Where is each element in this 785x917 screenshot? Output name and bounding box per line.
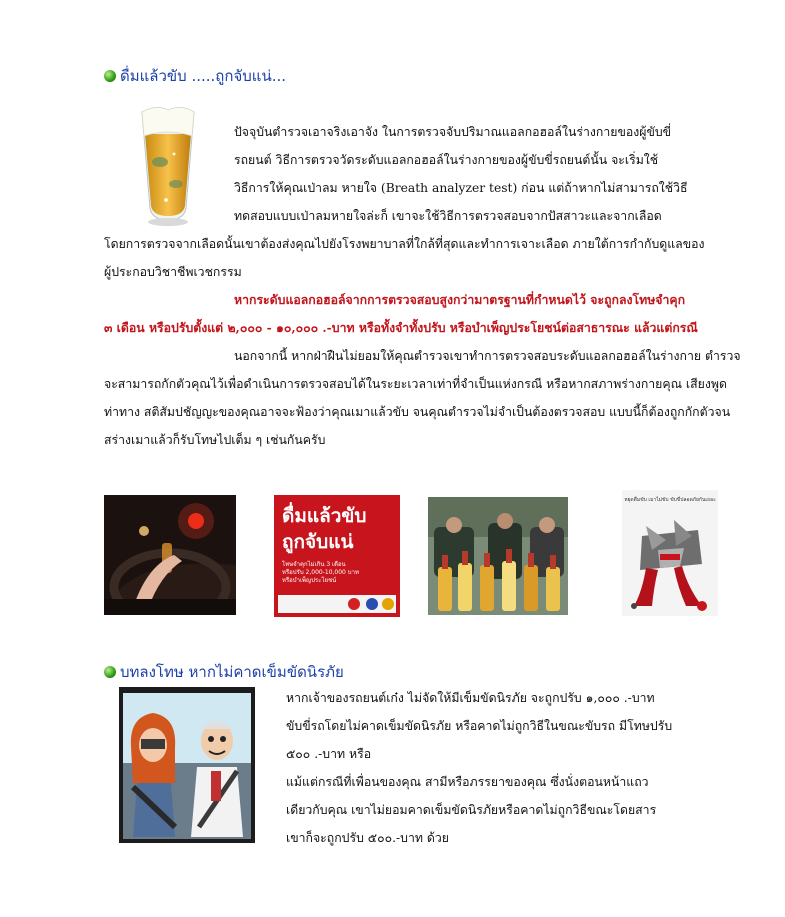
paragraph-line: หากเจ้าของรถยนต์เก๋ง ไม่จัดให้มีเข็มขัดนิรภัย จะถูกปรับ ๑,๐๐๐ .-บาท	[286, 691, 655, 705]
penalty-line: หากระดับแอลกอฮอล์จากการตรวจสอบสูงกว่ามาตรฐานที่กำหนดไว้ จะถูกลงโทษจำคุก	[234, 292, 686, 307]
poster-small-text: โทษจำคุกไม่เกิน 3 เดือน	[282, 561, 346, 568]
beer-glass-image	[136, 104, 200, 228]
paragraph-line: ผู้ประกอบวิชาชีพเวชกรรม	[104, 265, 242, 279]
green-bullet-icon	[104, 666, 116, 678]
green-bullet-icon	[104, 70, 116, 82]
paragraph-line: เขาก็จะถูกปรับ ๕๐๐.-บาท ด้วย	[286, 831, 449, 845]
paragraph-line: สร่างเมาแล้วก็รับโทษไปเต็ม ๆ เช่นกันครับ	[104, 433, 326, 447]
drink-drive-poster	[274, 495, 400, 617]
paragraph-line: ท่าทาง สติสัมปชัญญะของคุณอาจจะฟ้องว่าคุณเมาแล้วขับ จนคุณตำรวจไม่จำเป็นต้องตรวจสอบ แบบนี้ก็ต้องถูกกักตัวจน	[104, 405, 731, 419]
poster-title-1: ดื่มแล้วขับ	[282, 505, 367, 527]
paragraph-line: โดยการตรวจจากเลือดนั้นเขาต้องส่งคุณไปยังโรงพยาบาลที่ใกล้ที่สุดและทำการเจาะเลือด ภายใต้การกำกับดูแลของ	[104, 237, 705, 251]
paragraph-line: ขับขี่รถโดยไม่คาดเข็มขัดนิรภัย หรือคาดไม่ถูกวิธีในขณะขับรถ มีโทษปรับ	[286, 719, 673, 733]
paragraph-line: ทดสอบแบบเป่าลมหายใจล่ะก็ เขาจะใช้วิธีการตรวจสอบจากปัสสาวะและจากเลือด	[234, 209, 662, 223]
poster-small-text: หรือปรับ 2,000-10,000 บาท	[282, 569, 359, 576]
logo-icon	[382, 598, 394, 610]
poster-title-2: ถูกจับแน่	[282, 531, 354, 553]
poster-caption: หยุดดื่มขับ เมาไม่ขับ ขับขี่ปลอดภัยกันเถอะ	[624, 497, 716, 503]
campaign-poster	[622, 490, 718, 616]
paragraph-line: แม้แต่กรณีที่เพื่อนของคุณ สามีหรือภรรยาของคุณ ซึ่งนั่งตอนหน้าแถว	[286, 775, 649, 789]
paragraph-line: วิธีการให้คุณเป่าลม หายใจ (Breath analyzer test) ก่อน แต่ถ้าหากไม่สามารถใช้วิธี	[234, 181, 688, 195]
heading-text: ดื่มแล้วขับ .....ถูกจับแน่...	[120, 67, 286, 85]
paragraph-line: เดียวกับคุณ เขาไม่ยอมคาดเข็มขัดนิรภัยหรือคาดไม่ถูกวิธีขณะโดยสาร	[286, 803, 657, 817]
logo-icon	[366, 598, 378, 610]
poster-small-text: หรือบำเพ็ญประโยชน์	[282, 577, 337, 584]
seatbelt-cartoon	[119, 687, 255, 843]
paragraph-line: รถยนต์ วิธีการตรวจวัดระดับแอลกอฮอล์ในร่างกายของผู้ขับขี่รถยนต์นั้น จะเริ่มใช้	[234, 153, 659, 167]
photo-drinking-driving	[104, 495, 236, 615]
logo-icon	[348, 598, 360, 610]
paragraph-line: นอกจากนี้ หากฝ่าฝืนไม่ยอมให้คุณตำรวจเขาทำการตรวจสอบระดับแอลกอฮอล์ในร่างกาย ตำรวจ	[234, 349, 741, 363]
section-heading-seatbelt	[104, 660, 344, 684]
penalty-line: ๓ เดือน หรือปรับตั้งแต่ ๒,๐๐๐ - ๑๐,๐๐๐ .-บาท หรือทั้งจำทั้งปรับ หรือบำเพ็ญประโยชน์ต่อสาธารณะ แล้วแต่กรณี	[104, 320, 698, 335]
photo-checkpoint-bottles	[428, 497, 568, 615]
paragraph-line: ๕๐๐ .-บาท หรือ	[286, 747, 372, 761]
poster-logo-strip	[278, 595, 396, 613]
section-heading-drink-drive	[104, 64, 286, 88]
paragraph-line: ปัจจุบันตำรวจเอาจริงเอาจัง ในการตรวจจับปริมาณแอลกอฮอล์ในร่างกายของผู้ขับขี่	[234, 125, 672, 139]
heading-text: บทลงโทษ หากไม่คาดเข็มขัดนิรภัย	[120, 663, 344, 681]
paragraph-line: จะสามารถกักตัวคุณไว้เพื่อดำเนินการตรวจสอบได้ในระยะเวลาเท่าที่จำเป็นแห่งกรณี หรือหากสภาพร่างกายคุณ เสียงพูด	[104, 377, 727, 391]
